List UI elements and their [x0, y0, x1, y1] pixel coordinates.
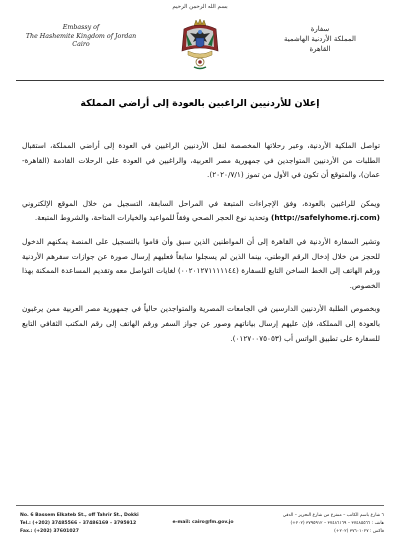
announcement-title: إعلان للأردنيين الراغبين بالعودة إلى أراضي المملكة [80, 98, 320, 109]
footer-fax-en: Fax.: (+202) 37601027 [20, 529, 79, 535]
embassy-name-arabic [256, 24, 384, 54]
paragraph-flights: تواصل الملكية الأردنية، وعبر رحلاتها المخصصة لنقل الأردنيين الراغبين في العودة إلى أراضي المملكة، استقبال الطلبات من الأردنيين المتواجدين في جمهورية مصر العربية، والراغبين في العودة على الرحلات القادمة (القاهرة-عمان)، والمتوقع أن تكون في الأول من تموز (٢٠٢٠/٧/١). [22, 141, 380, 180]
footer-address-en: No. 6 Bassem Elkateb St., off Tahrir St., Dokki [20, 513, 139, 518]
footer-address-ar: ٦ شارع باسم الكاتب – متفرع من شارع التحرير – الدقي [282, 513, 384, 518]
paragraph-registration [22, 197, 380, 226]
paragraph-hotline: وتشير السفارة الأردنية في القاهرة إلى أن المواطنين الذين سبق وأن قاموا بالتسجيل على المنصة يمكنهم الدخول للحجز من خلال إدخال الرقم الوطني، بينما الذين لم يسجلوا سابقاً فعليهم إرسال صورة عن جوازات سفرهم الأردنية ورقم الهاتف إلى الخط الساخن التابع للسفارة (٠٠٢٠١٢٧١١١١١٤٤) لغايات التواصل معه وتقديم المساعدة الممكنة بهذا الخصوص. [22, 236, 380, 290]
header-divider [16, 80, 384, 81]
footer-fax-ar: فاكس : ٣٧٦٠١٠٢٧ (٢٠٢+) [334, 529, 384, 535]
embassy-en-line-1: Embassy of [62, 24, 100, 31]
embassy-ar-line-3: القاهرة [309, 45, 331, 53]
registration-text-start: ويمكن للراغبين بالعودة، وفق الإجراءات المتبعة في المراحل السابقة، التسجيل من خلال الموقع الإلكتروني [22, 198, 380, 208]
footer-divider [16, 505, 384, 506]
footer-tel-en: Tel.: (+202) 37485566 – 37486169 – 3795912 [20, 521, 137, 527]
registration-website-link[interactable]: (http://safelyhome.rj.com) [270, 213, 380, 223]
registration-text-end: وتحديد نوع الحجر الصحي وفقاً للمواعيد والخيارات المتاحة، والشروط المتبعة. [34, 213, 271, 223]
embassy-name-english [22, 24, 140, 50]
announcement-body [22, 139, 380, 355]
basmala-text: بسم الله الرحمن الرحيم [172, 4, 228, 10]
footer-tel-ar: هاتف : ٣٧٤٨٥٥٦٦ – ٣٧٤٨٦١٦٩ – ٣٧٩٥٩١٢ (٢٠٢+) [290, 521, 384, 527]
footer-contact-arabic [244, 512, 384, 537]
jordan-coat-of-arms-icon [176, 17, 224, 71]
embassy-en-line-2: The Hashemite Kingdom of Jordan [25, 32, 137, 40]
embassy-en-line-3: Cairo [72, 41, 90, 49]
paragraph-students: وبخصوص الطلبة الأردنيين الدارسين في الجامعات المصرية والمتواجدين حالياً في جمهورية مصر العربية ممن يرغبون بالعودة إلى المملكة، فإن عليهم إرسال بياناتهم وصور عن جواز السفر ورقم الهاتف إلى رقم المكتب الثقافي التابع للسفارة على تطبيق الواتس أب (٠١٢٧٠٠٧٥٠٥٣). [22, 304, 380, 343]
footer-contact-english [20, 512, 160, 537]
embassy-ar-line-2: المملكة الأردنية الهاشمية [283, 35, 357, 43]
footer-email[interactable]: e-mail: cairo@fm.gov.jo [172, 520, 234, 525]
embassy-ar-line-1: سفارة [310, 25, 330, 33]
